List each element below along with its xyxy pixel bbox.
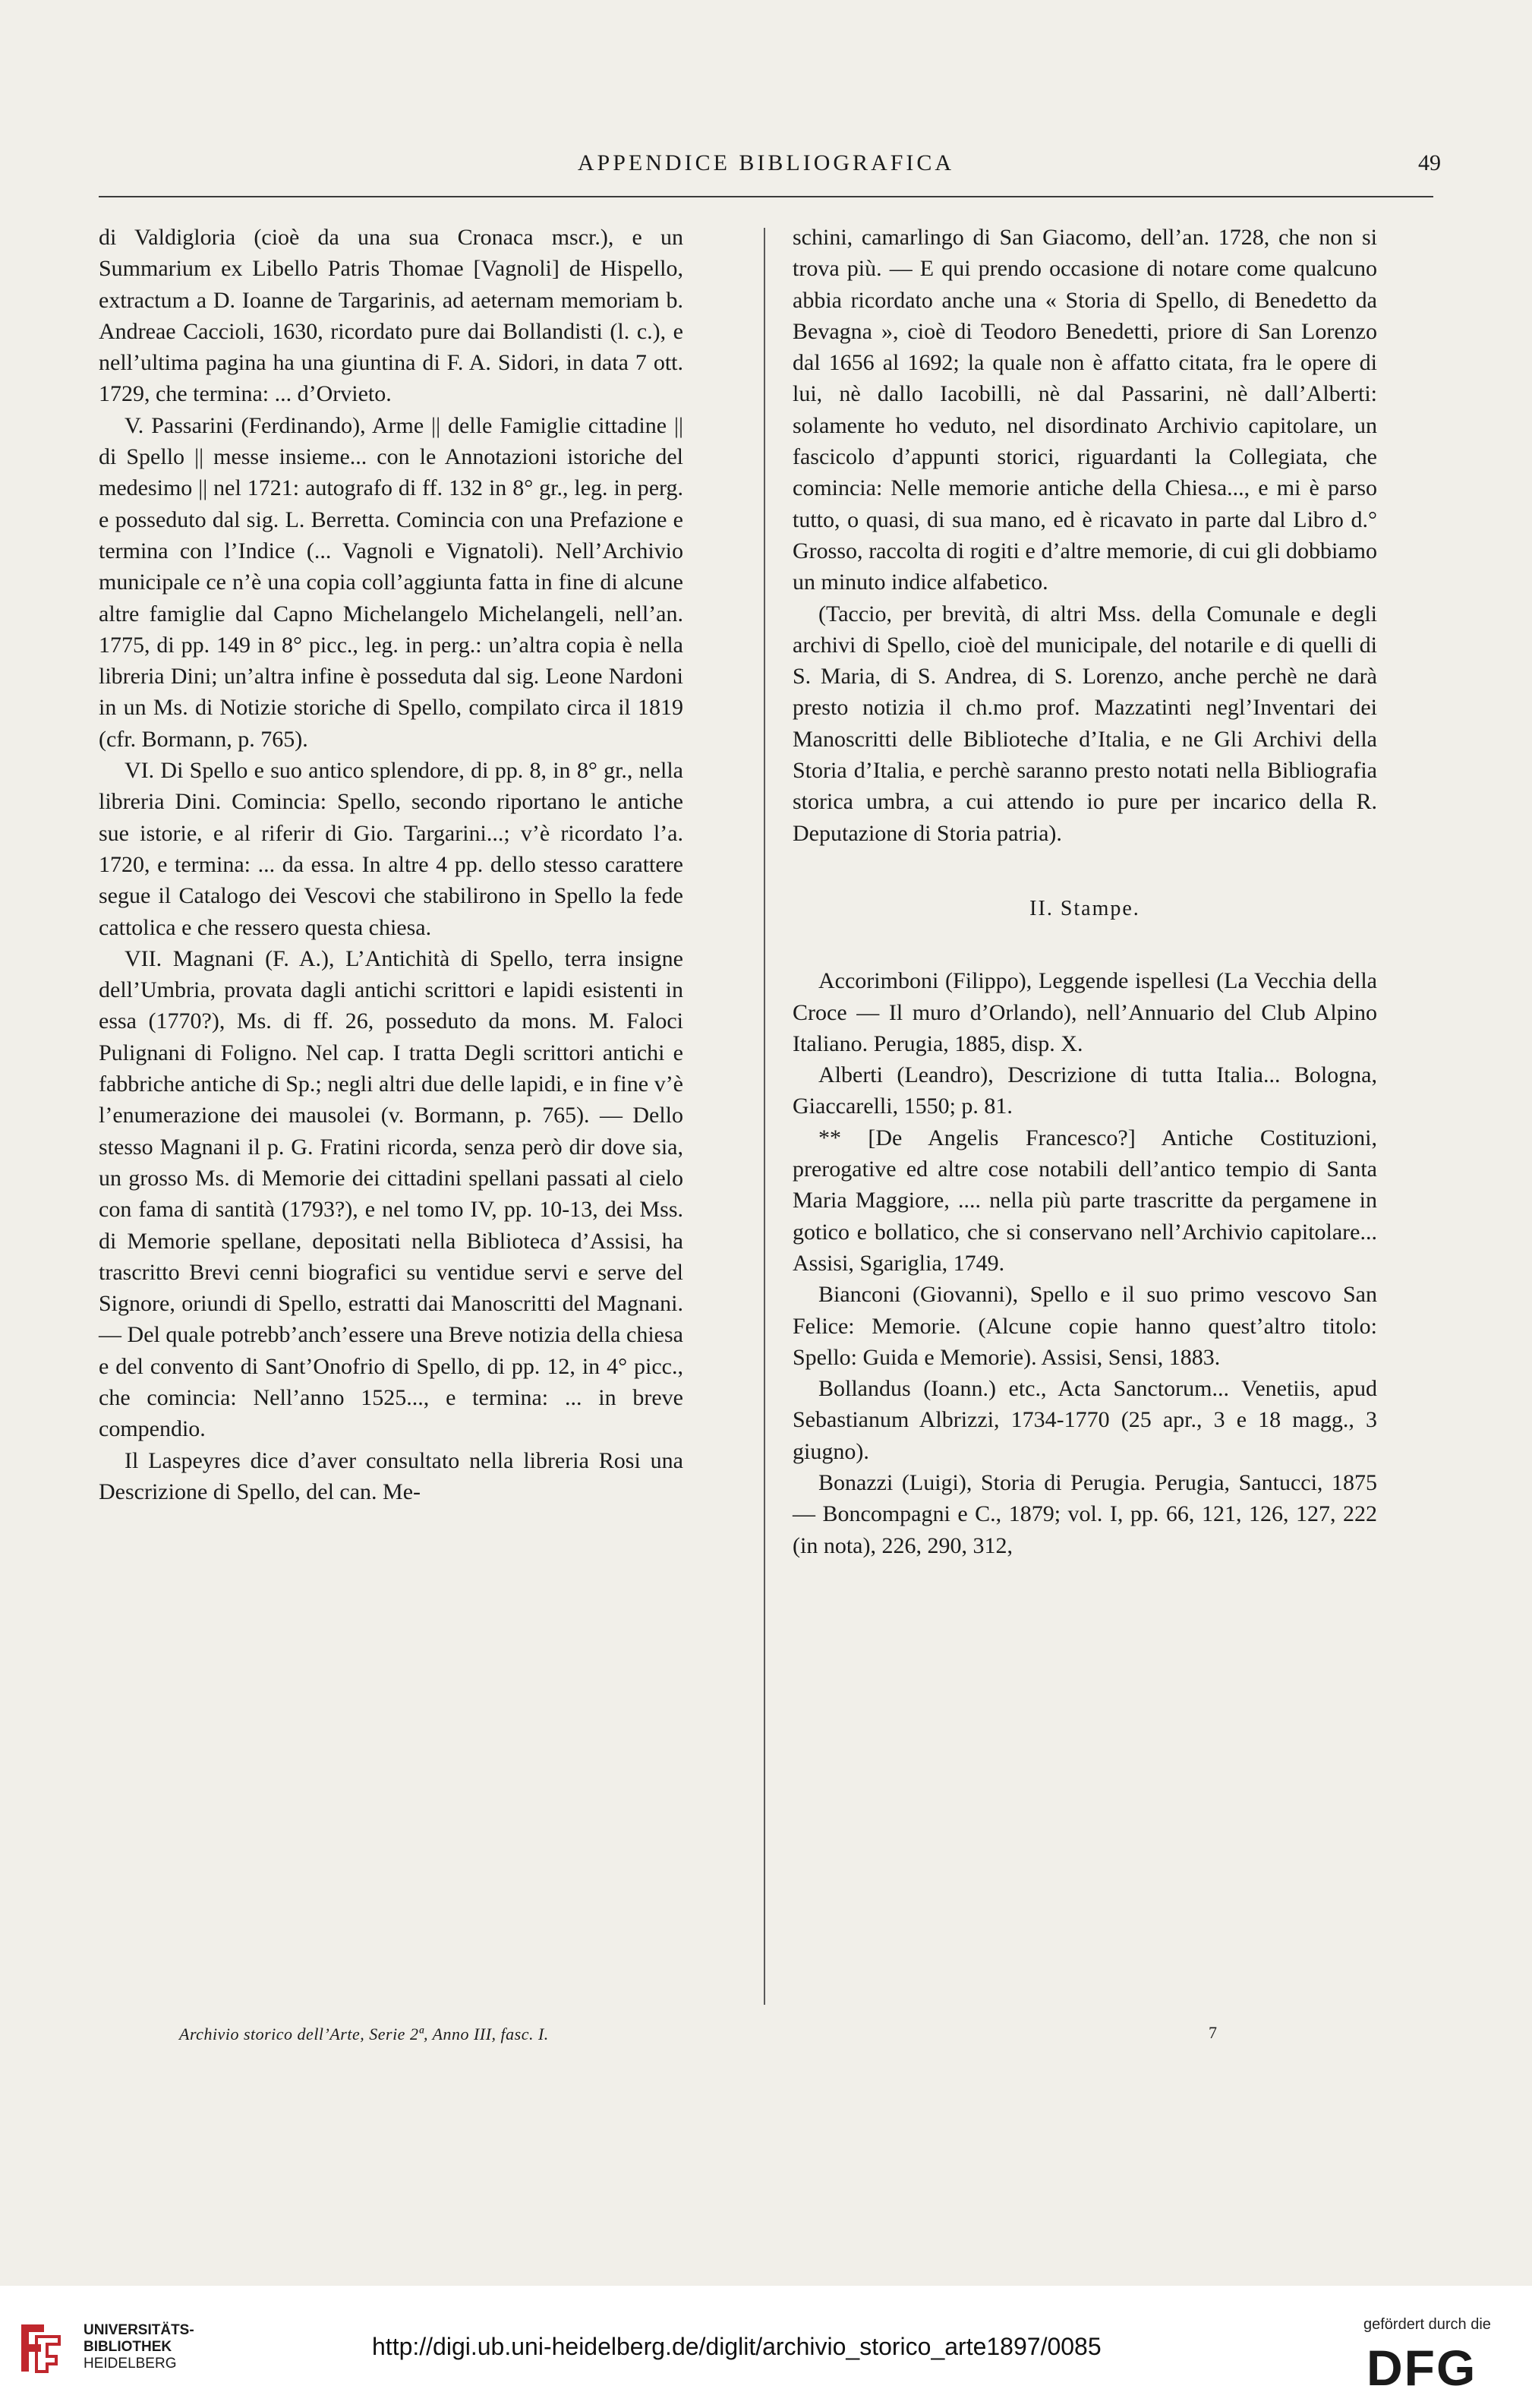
page-number: 49	[1418, 150, 1441, 175]
bibliography-entry: Bonazzi (Luigi), Storia di Perugia. Perugia, Santucci, 1875 — Boncompagni e C., 1879; vol. I, pp. 66, 121, 126, 127, 222 (in nota), 226, 290, 312,	[793, 1469, 1377, 1558]
section-heading: II. Stampe.	[1029, 896, 1140, 920]
paragraph: (Taccio, per brevità, di altri Mss. della Comunale e degli archivi di Spello, cioè del municipale, del notarile e di quelli di S. Maria, di S. Andrea, di S. Lorenzo, anche perchè ne darà presto notizia il ch.mo prof. Mazzatinti negl’Inventari dei Manoscritti delle Biblioteche d’Italia, e ne Gli Archivi della Storia d’Italia, e perchè saranno presto notati nella Bibliografia storica umbra, a cui attendo io pure per incarico della R. Deputazione di Storia patria).	[793, 601, 1377, 846]
running-title: APPENDICE BIBLIOGRAFICA	[577, 150, 955, 175]
library-logo-icon	[17, 2321, 64, 2375]
paragraph: di Valdigloria (cioè da una sua Cronaca mscr.), e un Summarium ex Libello Patris Thomae [Vagnoli] de Hispello, extractum a D. Ioanne de Targarinis, ad aeternam memoriam b. Andreae Caccioli, 1630, ricordato pure dai Bollandisti (l. c.), e nell’ultima pagina ha una giuntina di F. A. Sidori, in data 7 ott. 1729, che termina: ... d’Orvieto.	[99, 225, 683, 407]
header-rule	[99, 196, 1433, 197]
bibliography-entry: Bollandus (Ioann.) etc., Acta Sanctorum... Venetiis, apud Sebastianum Albrizzi, 1734-1770 (25 apr., 3 e 18 magg., 3 giugno).	[793, 1376, 1377, 1464]
paragraph: schini, camarlingo di San Giacomo, dell’an. 1728, che non si trova più. — E qui prendo occasione di notare come qualcuno abbia ricordato anche una « Storia di Spello, di Benedetto da Bevagna », cioè di Teodoro Benedetti, priore di San Lorenzo dal 1656 al 1692; la quale non è affatto citata, fra le opere di lui, nè dallo Iacobilli, nè dal Passarini, nè dall’Alberti: solamente ho veduto, nel disordinato Archivio capitolare, un fascicolo d’appunti storici, riguardanti la Collegiata, che comincia: Nelle memorie antiche della Chiesa..., e mi è parso tutto, o quasi, di sua mano, ed è ricavato in parte dal Libro d.° Grosso, raccolta di rogiti e d’altre memorie, di cui gli dobbiamo un minuto indice alfabetico.	[793, 225, 1377, 595]
library-name	[84, 2322, 194, 2372]
left-column	[99, 222, 683, 1507]
bibliography-entry: Bianconi (Giovanni), Spello e il suo primo vescovo San Felice: Memorie. (Alcune copie hanno quest’altro titolo: Spello: Guida e Memorie). Assisi, Sensi, 1883.	[793, 1282, 1377, 1370]
paragraph: VI. Di Spello e suo antico splendore, di pp. 8, in 8° gr., nella libreria Dini. Comincia: Spello, secondo riportano le antiche sue istorie, e al riferir di Gio. Targarini...; v’è ricordato l’a. 1720, e termina: ... da essa. In altre 4 pp. dello stesso carattere segue il Catalogo dei Vescovi che stabilirono in Spello la fede cattolica e che ressero questa chiesa.	[99, 758, 683, 940]
column-divider	[764, 228, 765, 2005]
library-banner	[0, 2286, 1532, 2408]
dfg-logo: DFG	[1367, 2340, 1477, 2396]
source-url-link[interactable]: http://digi.ub.uni-heidelberg.de/diglit/archivio_storico_arte1897/0085	[372, 2333, 1102, 2360]
funded-by-label: gefördert durch die	[1363, 2316, 1491, 2333]
page-header	[91, 150, 1441, 188]
library-name-line: UNIVERSITÄTS-	[84, 2322, 194, 2338]
library-name-line: HEIDELBERG	[84, 2356, 177, 2372]
bibliography-entry: ** [De Angelis Francesco?] Antiche Costituzioni, prerogative ed altre cose notabili dell’antico tempio di Santa Maria Maggiore, .... nella più parte trascritte da pergamene in gotico e bollatico, che si conservano nell’Archivio capitolare... Assisi, Sgariglia, 1749.	[793, 1125, 1377, 1276]
footer-signature: 7	[1209, 2023, 1217, 2042]
paragraph: VII. Magnani (F. A.), L’Antichità di Spello, terra insigne dell’Umbria, provata dagli antichi scrittori e lapidi esistenti in essa (1770?), Ms. di ff. 26, posseduto da mons. M. Faloci Pulignani di Foligno. Nel cap. I tratta Degli scrittori antichi e fabbriche antiche di Sp.; negli altri due delle lapidi, e in fine v’è l’enumerazione dei mausolei (v. Bormann, p. 765). — Dello stesso Magnani il p. G. Fratini ricorda, senza però dir dove sia, un grosso Ms. di Memorie dei cittadini spellani passati al cielo con fama di santità (1793?), e nel tomo IV, pp. 10-13, dei Mss. di Memorie spellane, depositati nella Biblioteca d’Assisi, ha trascritto Brevi cenni biografici su ventidue servi e serve del Signore, oriundi di Spello, estratti dai Manoscritti del Magnani. — Del quale potrebb’anch’essere una Breve notizia della chiesa e del convento di Sant’Onofrio di Spello, di pp. 12, in 4° picc., che comincia: Nell’anno 1525..., e termina: ... in breve compendio.	[99, 945, 683, 1442]
footer-journal: Archivio storico dell’Arte, Serie 2ª, Anno III, fasc. I.	[179, 2025, 549, 2043]
paragraph: Il Laspeyres dice d’aver consultato nella libreria Rosi una Descrizione di Spello, del can. Me-	[99, 1447, 683, 1504]
library-name-line: BIBLIOTHEK	[84, 2339, 172, 2355]
bibliography-entry: Alberti (Leandro), Descrizione di tutta Italia... Bologna, Giaccarelli, 1550; p. 81.	[793, 1062, 1377, 1119]
bibliography-entry: Accorimboni (Filippo), Leggende ispellesi (La Vecchia della Croce — Il muro d’Orlando), nell’Annuario del Club Alpino Italiano. Perugia, 1885, disp. X.	[793, 968, 1377, 1056]
paragraph: V. Passarini (Ferdinando), Arme || delle Famiglie cittadine || di Spello || messe insieme... con le Annotazioni istoriche del medesimo || nel 1721: autografo di ff. 132 in 8° gr., leg. in perg. e posseduto dal sig. L. Berretta. Comincia con una Prefazione e termina con l’Indice (... Vagnoli e Vignatoli). Nell’Archivio municipale ce n’è una copia coll’aggiunta fatta in fine di alcune altre famiglie dal Capno Michelangelo Michelangeli, nell’an. 1775, di pp. 149 in 8° picc., leg. in perg.: un’altra copia è nella libreria Dini; un’altra infine è posseduta dal sig. Leone Nardoni in un Ms. di Notizie storiche di Spello, compilato circa il 1819 (cfr. Bormann, p. 765).	[99, 412, 683, 752]
right-column	[793, 222, 1377, 1561]
